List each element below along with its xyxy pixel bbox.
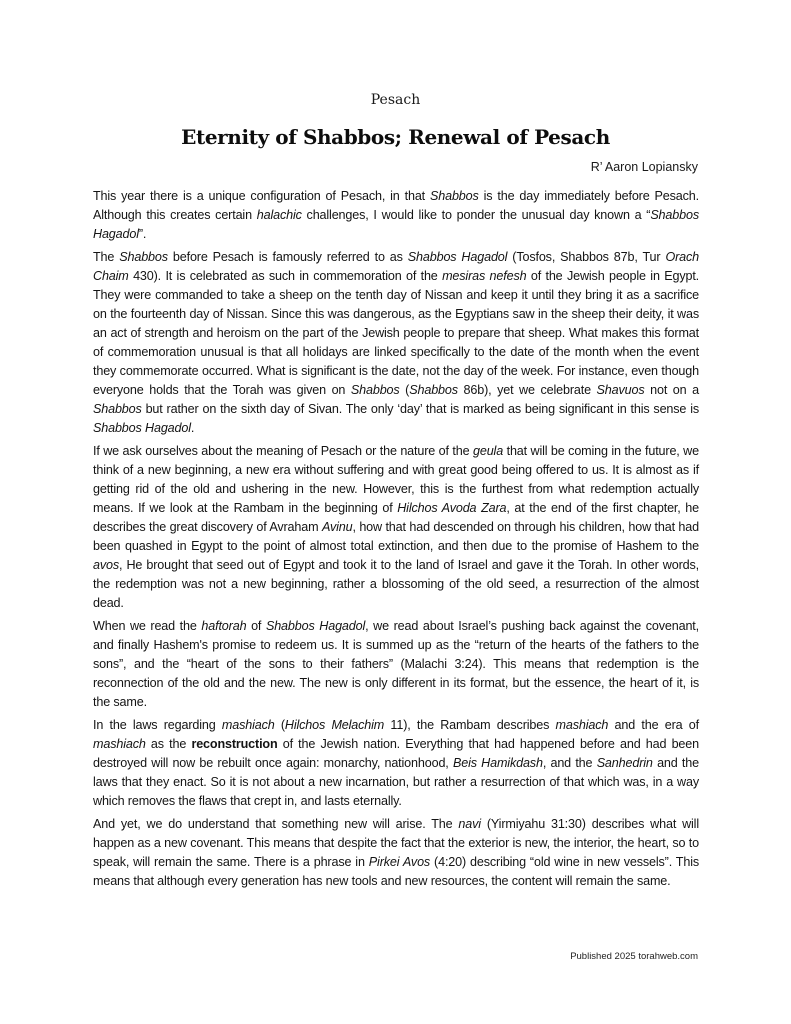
- paragraph: [93, 716, 699, 811]
- publication-footer: Published 2025 torahweb.com: [570, 951, 698, 962]
- text-run: of: [246, 619, 266, 633]
- paragraph: [93, 187, 699, 244]
- text-run: of the Jewish nation. Everything that had happened before and had been destroyed will now be rebuilt once again: monarchy, nationhood,: [93, 737, 699, 770]
- italic-term: Shabbos: [119, 250, 168, 264]
- italic-term: mashiach: [221, 718, 275, 732]
- paragraph: [93, 815, 699, 891]
- italic-term: Orach Chaim: [93, 250, 699, 283]
- text-run: (Yirmiyahu 31:30) describes what will happen as a new covenant. This means that despite the fact that the exterior is new, the interior, the heart, so to speak, will remain the same. There is a phrase in: [93, 817, 699, 869]
- text-run: challenges, I would like to ponder the unusual day known a “: [301, 208, 651, 222]
- italic-term: mashiach: [93, 737, 146, 751]
- text-run: When we read the: [93, 619, 202, 633]
- text-run: The: [93, 250, 120, 264]
- text-run: and the era of: [608, 718, 699, 732]
- italic-term: haftorah: [201, 619, 247, 633]
- text-run: This year there is a unique configuration of Pesach, in that: [93, 189, 430, 203]
- text-run: , how that had descended on through his children, how that had been quashed in Egypt to the point of almost total extinction, and then due to the promise of Hashem to the: [93, 520, 699, 553]
- text-run: , we read about Israel’s pushing back against the covenant, and finally Hashem's promise to redeem us. It is summed up as the “return of the hearts of the fathers to the sons”, and the “heart of the sons to their fathers” (Malachi 3:24). This means that redemption is the reconnection of the old and the new. The new is only different in its format, but the essence, the heart of it, is the same.: [93, 619, 700, 709]
- italic-term: Shabbos: [430, 189, 479, 203]
- italic-term: Shabbos Hagadol: [93, 421, 191, 435]
- italic-term: mesiras nefesh: [442, 269, 527, 283]
- italic-term: Avinu: [321, 520, 353, 534]
- text-run: .: [190, 421, 195, 435]
- italic-term: geula: [472, 444, 504, 458]
- text-run: And yet, we do understand that something new will arise. The: [93, 817, 459, 831]
- italic-term: Shabbos: [409, 383, 458, 397]
- text-run: ”.: [138, 227, 147, 241]
- section-kicker: Pesach: [370, 92, 421, 108]
- italic-term: Shabbos Hagadol: [407, 250, 508, 264]
- page-title: Eternity of Shabbos; Renewal of Pesach: [181, 125, 610, 149]
- article-body: [93, 187, 699, 895]
- italic-term: Sanhedrin: [596, 756, 653, 770]
- italic-term: Shabbos: [350, 383, 400, 397]
- italic-term: halachic: [256, 208, 302, 222]
- text-run: is the day immediately before Pesach. Although this creates certain: [93, 189, 699, 222]
- text-run: , and the: [542, 756, 597, 770]
- italic-term: Hilchos Melachim: [284, 718, 385, 732]
- text-run: of the Jewish people in Egypt. They were commanded to take a sheep on the tenth day of Nissan and keep it until they bring it as a sacrifice on the fourteenth day of Nissan. Since this was dangerous, as the Egyptians saw in the sheep their deity, it was an act of strength and heroism on the part of the Jewish people to prepare that sheep. What makes this format of commemoration unusual is that all holidays are linked specifically to the date of the month when the event they commemorate occurred. What is significant is the date, not the day of the week. For instance, even though everyone holds that the Torah was given on: [93, 269, 700, 397]
- text-run: that will be coming in the future, we think of a new beginning, a new era without suffering and with great good being offered to us. It is almost as if getting rid of the old and ushering in the new. However, this is the furthest from what redemption actually means. If we look at the Rambam in the beginning of: [93, 444, 699, 515]
- italic-term: Shavuos: [596, 383, 645, 397]
- text-run: If we ask ourselves about the meaning of Pesach or the nature of the: [93, 444, 473, 458]
- italic-term: mashiach: [555, 718, 609, 732]
- paragraph: [93, 442, 699, 613]
- italic-term: Hilchos Avoda Zara: [397, 501, 507, 515]
- text-run: not on a: [644, 383, 699, 397]
- text-run: 86b), yet we celebrate: [457, 383, 597, 397]
- text-run: , at the end of the first chapter, he describes the great discovery of Avraham: [93, 501, 699, 534]
- text-run: but rather on the sixth day of Sivan. The only ‘day’ that is marked as being significant in this sense is: [141, 402, 699, 416]
- text-run: before Pesach is famously referred to as: [167, 250, 408, 264]
- italic-term: Shabbos Hagadol: [265, 619, 366, 633]
- text-run: 11), the Rambam describes: [384, 718, 556, 732]
- paragraph: [93, 248, 699, 438]
- italic-term: Beis Hamikdash: [452, 756, 543, 770]
- text-run: and the laws that they enact. So it is not about a new incarnation, but rather a resurrection of that which was, in a way which removes the flaws that crept in, and lasts eternally.: [93, 756, 699, 808]
- text-run: (: [399, 383, 410, 397]
- italic-term: Shabbos Hagadol: [93, 208, 699, 241]
- text-run: (Tosfos, Shabbos 87b, Tur: [507, 250, 666, 264]
- italic-term: Shabbos: [93, 402, 142, 416]
- italic-term: navi: [458, 817, 481, 831]
- author-byline: R’ Aaron Lopiansky: [590, 160, 698, 174]
- text-run: , He brought that seed out of Egypt and took it to the land of Israel and gave it the Torah. In other words, the redemption was not a new beginning, rather a blossoming of the old seed, a resurrection of the almost dead.: [93, 558, 699, 610]
- italic-term: Pirkei Avos: [368, 855, 431, 869]
- italic-term: avos: [93, 558, 120, 572]
- text-run: as the: [145, 737, 192, 751]
- text-run: (: [274, 718, 285, 732]
- paragraph: [93, 617, 699, 712]
- text-run: In the laws regarding: [93, 718, 222, 732]
- text-run: (4:20) describing “old wine in new vessels”. This means that although every generation has new tools and new resources, the content will remain the same.: [93, 855, 699, 888]
- bold-term: reconstruction: [191, 737, 278, 751]
- text-run: 430). It is celebrated as such in commemoration of the: [128, 269, 443, 283]
